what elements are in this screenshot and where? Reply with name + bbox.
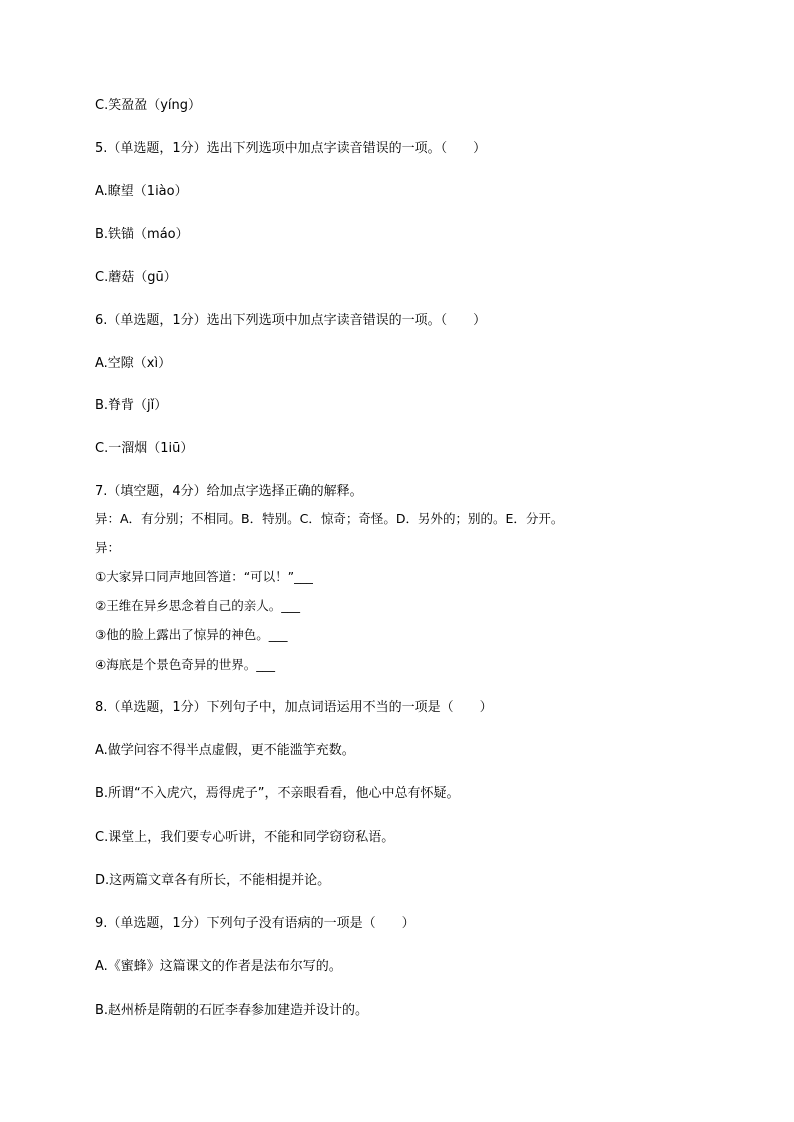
q7-stem: 7.（填空题，4分）给加点字选择正确的解释。 bbox=[95, 484, 363, 499]
q8-option-a: A.做学问容不得半点虚假，更不能滥竽充数。 bbox=[95, 743, 355, 758]
q5-option-a: A.瞭望（1iào） bbox=[95, 184, 188, 199]
q5-option-c: C.蘑菇（gū） bbox=[95, 270, 177, 285]
q6-option-a: A.空隙（xì） bbox=[95, 356, 172, 371]
q4-option-c: C.笑盈盈（yíng） bbox=[95, 98, 202, 113]
q7-definitions: 异：A．有分别；不相同。B．特别。C．惊奇；奇怪。D．另外的；别的。E．分开。 bbox=[95, 511, 564, 526]
q6-option-c: C.一溜烟（1iū） bbox=[95, 441, 194, 456]
q7-label: 异： bbox=[95, 540, 121, 555]
q8-option-b: B.所谓“不入虎穴，焉得虎子”，不亲眼看看，他心中总有怀疑。 bbox=[95, 786, 460, 801]
q7-sentence-4: ④海底是个景色奇异的世界。___ bbox=[95, 657, 275, 672]
q8-stem: 8.（单选题，1分）下列句子中，加点词语运用不当的一项是（ ） bbox=[95, 700, 493, 715]
q9-stem: 9.（单选题，1分）下列句子没有语病的一项是（ ） bbox=[95, 916, 415, 931]
q7-sentence-2: ②王维在异乡思念着自己的亲人。___ bbox=[95, 598, 300, 613]
q6-option-b: B.脊背（jǐ） bbox=[95, 398, 168, 413]
q6-stem: 6.（单选题，1分）选出下列选项中加点字读音错误的一项。（ ） bbox=[95, 313, 487, 328]
q8-option-c: C.课堂上，我们要专心听讲，不能和同学窃窃私语。 bbox=[95, 830, 395, 845]
q7-sentence-1: ①大家异口同声地回答道：“可以！”___ bbox=[95, 569, 313, 584]
q5-option-b: B.铁锚（máo） bbox=[95, 227, 189, 242]
q8-option-d: D.这两篇文章各有所长，不能相提并论。 bbox=[95, 873, 331, 888]
q5-stem: 5.（单选题，1分）选出下列选项中加点字读音错误的一项。（ ） bbox=[95, 141, 487, 156]
q9-option-a: A.《蜜蜂》这篇课文的作者是法布尔写的。 bbox=[95, 959, 342, 974]
q9-option-b: B.赵州桥是隋朝的石匠李春参加建造并设计的。 bbox=[95, 1003, 369, 1018]
q7-sentence-3: ③他的脸上露出了惊异的神色。___ bbox=[95, 627, 288, 642]
